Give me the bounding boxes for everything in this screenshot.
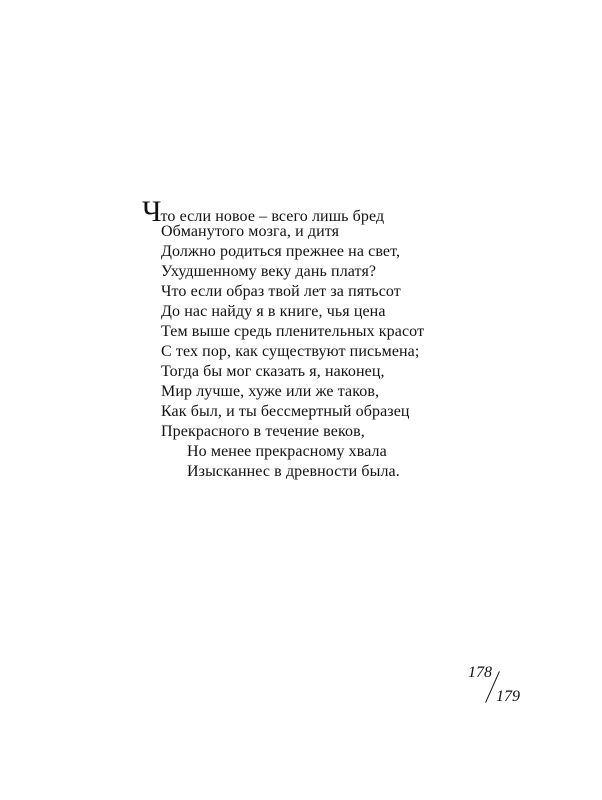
poem-line-1 [142,195,542,228]
poem-line-3: Должно родиться прежнее на свет, [161,243,401,260]
poem-line-12: Прекрасного в течение веков, [161,423,365,440]
poem-line-5: Что если образ твой лет за пятьсот [161,283,401,300]
page-number [468,664,538,712]
poem-line-8: С тех пор, как существуют письмена; [161,343,420,360]
couplet-line-2: Изысканнес в древности была. [187,463,400,480]
left-page-number: 178 [468,664,492,681]
poem-line-7: Тем выше средь пленительных красот [161,323,425,340]
drop-cap: Ч [142,195,161,228]
couplet-line-1: Но менее прекрасному хвала [187,443,387,460]
poem-line-10: Мир лучше, хуже или же таков, [161,383,380,400]
poem-line-1-text: то если новое – всего лишь бред [160,208,385,225]
poem-line-2: Обманутого мозга, и дитя [161,223,340,240]
poem-line-11: Как был, и ты бессмертный образец [161,403,410,420]
poem-line-6: До нас найду я в книге, чья цена [161,303,386,320]
poem [142,195,542,482]
poem-line-4: Ухудшенному веку дань платя? [161,263,377,280]
poem-line-9: Тогда бы мог сказать я, наконец, [161,363,385,380]
right-page-number: 179 [496,688,520,705]
